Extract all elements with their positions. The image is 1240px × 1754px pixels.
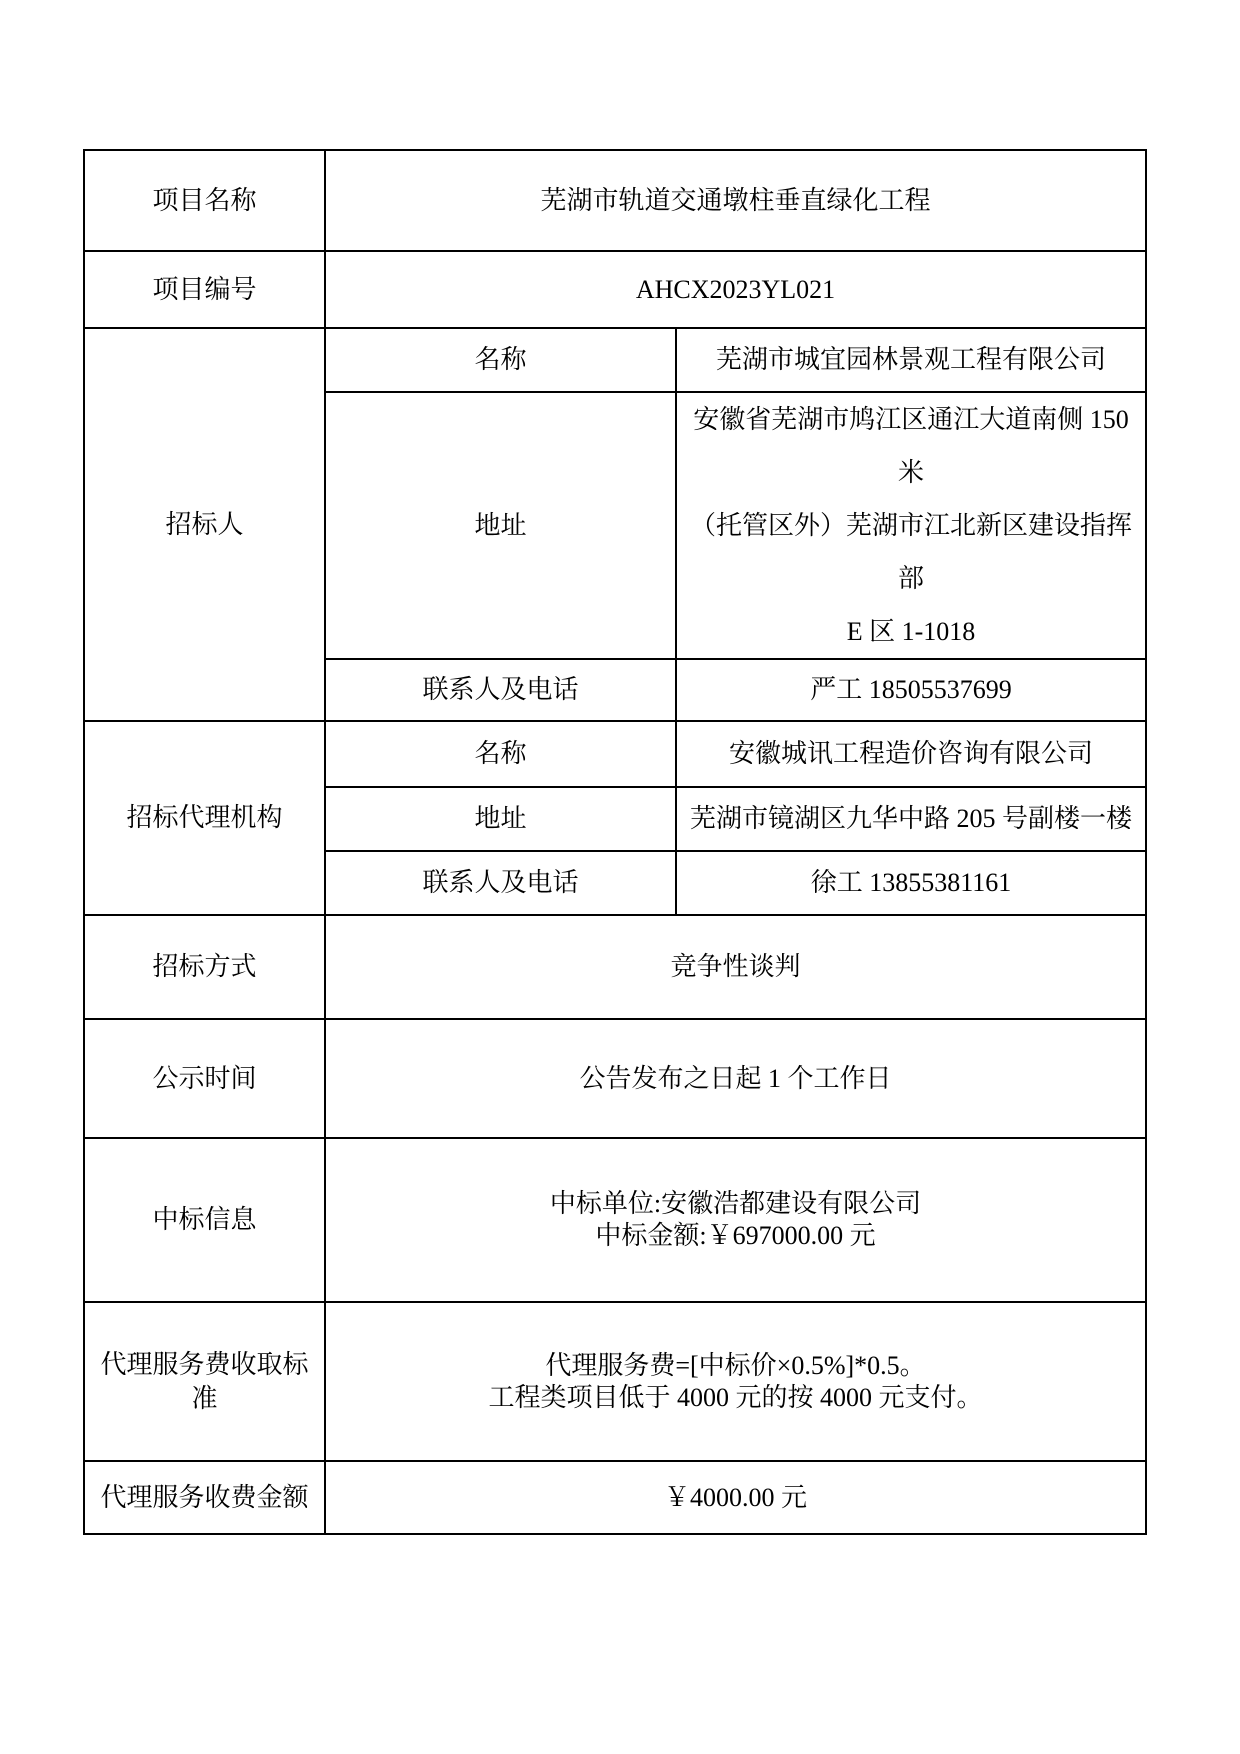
method-label: 招标方式 (84, 915, 325, 1019)
row-publicity (84, 1019, 1146, 1138)
row-tenderer-name (84, 328, 1146, 392)
row-project-number (84, 251, 1146, 328)
tenderer-contact-label: 联系人及电话 (325, 659, 676, 721)
row-award-info (84, 1138, 1146, 1302)
award-winner-line: 中标单位:安徽浩都建设有限公司 (549, 1189, 922, 1218)
project-number-label: 项目编号 (84, 251, 325, 328)
agency-contact-label: 联系人及电话 (325, 851, 676, 915)
agency-name-value: 安徽城讯工程造价咨询有限公司 (676, 721, 1146, 787)
row-agency-name (84, 721, 1146, 787)
agency-contact-value: 徐工 13855381161 (676, 851, 1146, 915)
publicity-label: 公示时间 (84, 1019, 325, 1138)
tenderer-address-line-1: 安徽省芜湖市鸠江区通江大道南侧 150 米 (693, 405, 1129, 487)
fee-standard-value (325, 1302, 1146, 1461)
row-fee-amount (84, 1461, 1146, 1534)
fee-standard-label: 代理服务费收取标准 (84, 1302, 325, 1461)
agency-address-value: 芜湖市镜湖区九华中路 205 号副楼一楼 (676, 787, 1146, 851)
fee-standard-minimum-line: 工程类项目低于 4000 元的按 4000 元支付。 (488, 1382, 983, 1412)
tenderer-address-value (676, 392, 1146, 659)
project-name-value: 芜湖市轨道交通墩柱垂直绿化工程 (325, 150, 1146, 251)
method-value: 竞争性谈判 (325, 915, 1146, 1019)
agency-section-label: 招标代理机构 (84, 721, 325, 915)
award-amount-line: 中标金额:￥697000.00 元 (595, 1221, 876, 1250)
fee-amount-label: 代理服务收费金额 (84, 1461, 325, 1534)
tenderer-address-label: 地址 (325, 392, 676, 659)
agency-address-label: 地址 (325, 787, 676, 851)
tenderer-contact-value: 严工 18505537699 (676, 659, 1146, 721)
tenderer-name-value: 芜湖市城宜园林景观工程有限公司 (676, 328, 1146, 392)
row-method (84, 915, 1146, 1019)
tenderer-name-label: 名称 (325, 328, 676, 392)
tenderer-address-line-2: （托管区外）芜湖市江北新区建设指挥部 (690, 511, 1133, 593)
award-info-value (325, 1138, 1146, 1302)
publicity-value: 公告发布之日起 1 个工作日 (325, 1019, 1146, 1138)
fee-amount-value: ￥4000.00 元 (325, 1461, 1146, 1534)
tenderer-section-label: 招标人 (84, 328, 325, 721)
agency-name-label: 名称 (325, 721, 676, 787)
fee-standard-formula-line: 代理服务费=[中标价×0.5%]*0.5。 (545, 1350, 926, 1380)
project-name-label: 项目名称 (84, 150, 325, 251)
row-project-name (84, 150, 1146, 251)
row-fee-standard (84, 1302, 1146, 1461)
award-info-label: 中标信息 (84, 1138, 325, 1302)
tenderer-address-line-3: E 区 1-1018 (846, 617, 976, 646)
project-number-value: AHCX2023YL021 (325, 251, 1146, 328)
tender-result-table (83, 149, 1147, 1535)
